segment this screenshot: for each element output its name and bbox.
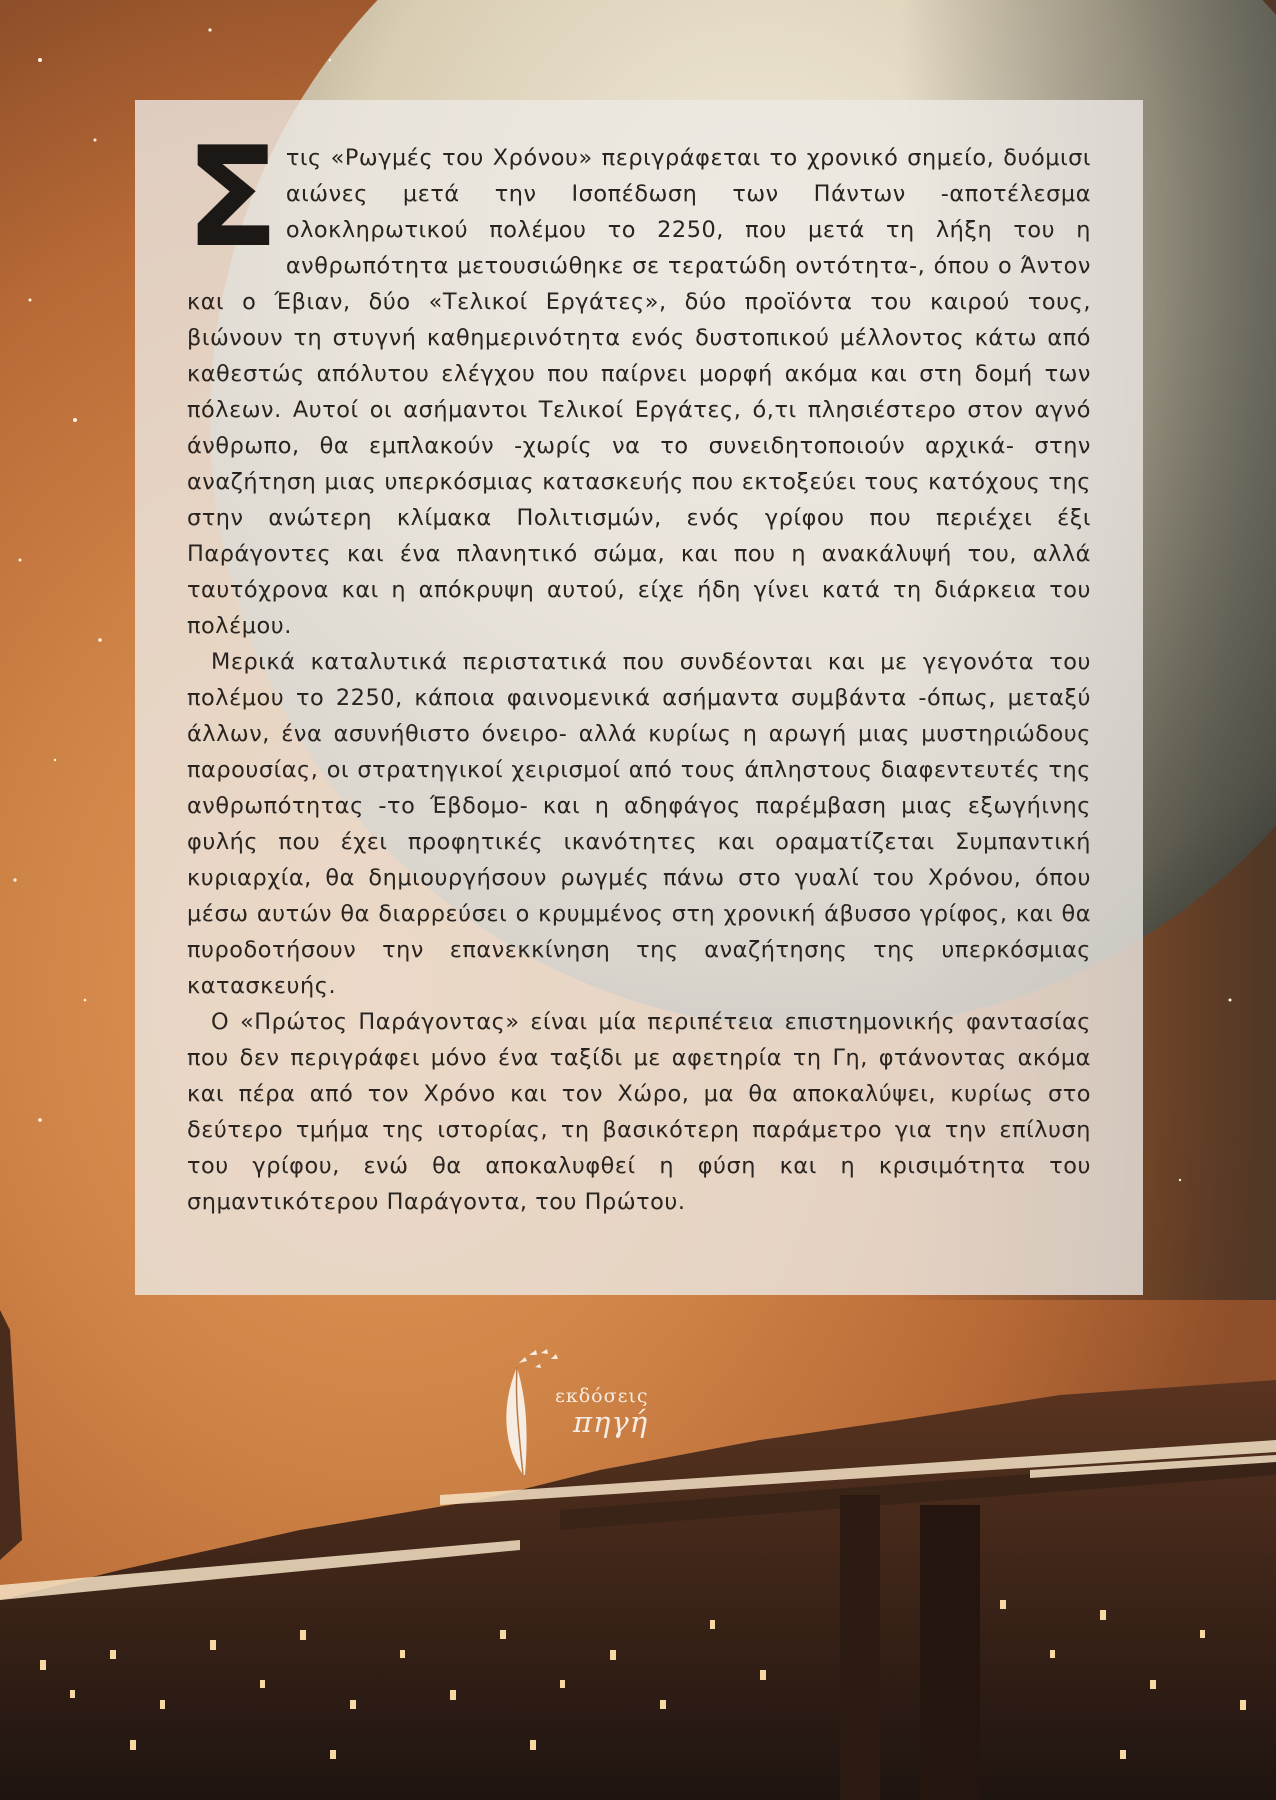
synopsis-panel — [135, 100, 1143, 1295]
city-tower-2 — [920, 1505, 980, 1800]
synopsis-paragraph-2: Μερικά καταλυτικά περιστατικά που συνδέονται και με γεγονότα του πολέμου το 2250, κάποια φαινομενικά ασήμαντα συμβάντα -όπως, μεταξύ άλλων, ένα ασυνήθιστο όνειρο- αλλά κυρίως η αρωγή μιας μυστηριώδους παρουσίας, οι στρατηγικοί χειρισμοί από τους άπληστους διαφεντευτές της ανθρωπότητας -το Έβδομο- και η αδηφάγος παρέμβαση μιας εξωγήινης φυλής που έχει προφητικές ικανότητες και οραματίζεται Συμπαντική κυριαρχία, θα δημιουργήσουν ρωγμές πάνω στο γυαλί του Χρόνου, όπου μέσω αυτών θα διαρρεύσει ο κρυμμένος στη χρονική άβυσσο γρίφος, και θα πυροδοτήσουν την επανεκκίνηση της αναζήτησης της υπερκόσμιας κατασκευής. — [187, 649, 1091, 999]
publisher-logo — [495, 1345, 695, 1485]
publisher-logo-line1: εκδόσεις — [555, 1385, 649, 1407]
publisher-logo-line2: πηγή — [573, 1405, 649, 1439]
spire — [0, 1310, 22, 1560]
synopsis-paragraph-3: Ο «Πρώτος Παράγοντας» είναι μία περιπέτεια επιστημονικής φαντασίας που δεν περιγράφει μόνο ένα ταξίδι με αφετηρία τη Γη, φτάνοντας ακόμα και πέρα από τον Χρόνο και τον Χώρο, μα θα αποκαλύψει, κυρίως στο δεύτερο τμήμα της ιστορίας, τη βασικότερη παράμετρο για την επίλυση του γρίφου, ενώ θα αποκαλυφθεί η φύση και η κρισιμότητα του σημαντικότερου Παράγοντα, του Πρώτου. — [187, 1009, 1091, 1215]
synopsis-paragraph-1 — [185, 117, 1091, 644]
synopsis-paragraph-1-text: τις «Ρωγμές του Χρόνου» περιγράφεται το χρονικό σημείο, δυόμισι αιώνες μετά την Ισοπέδωση των Πάντων -αποτέλεσμα ολοκληρωτικού πολέμου το 2250, που μετά τη λήξη του η ανθρωπότητα μετουσιώθηκε σε τερατώδη οντότητα-, όπου ο Άντον και ο Έβιαν, δύο «Τελικοί Εργάτες», δύο προϊόντα του καιρού τους, βιώνουν τη στυγνή καθημερινότητα ενός δυστοπικού μέλλοντος κάτω από καθεστώς απόλυτου ελέγχου που παίρνει μορφή ακόμα και στη δομή των πόλεων. Αυτοί οι ασήμαντοι Τελικοί Εργάτες, ό,τι πλησιέστερο στον αγνό άνθρωπο, θα εμπλακούν -χωρίς να το συνειδητοποιούν αρχικά- στην αναζήτηση μιας υπερκόσμιας κατασκευής που εκτοξεύει τους κατόχους της στην ανώτερη κλίμακα Πολιτισμών, ενός γρίφου που περιέχει έξι Παράγοντες και ένα πλανητικό σώμα, και που η ανακάλυψή του, αλλά ταυτόχρονα και η απόκρυψη αυτού, είχε ήδη γίνει κατά τη διάρκεια του πολέμου. — [187, 145, 1091, 639]
city-tower — [840, 1495, 880, 1800]
drop-cap: Σ — [185, 117, 280, 278]
feather-quill-icon — [495, 1345, 565, 1485]
